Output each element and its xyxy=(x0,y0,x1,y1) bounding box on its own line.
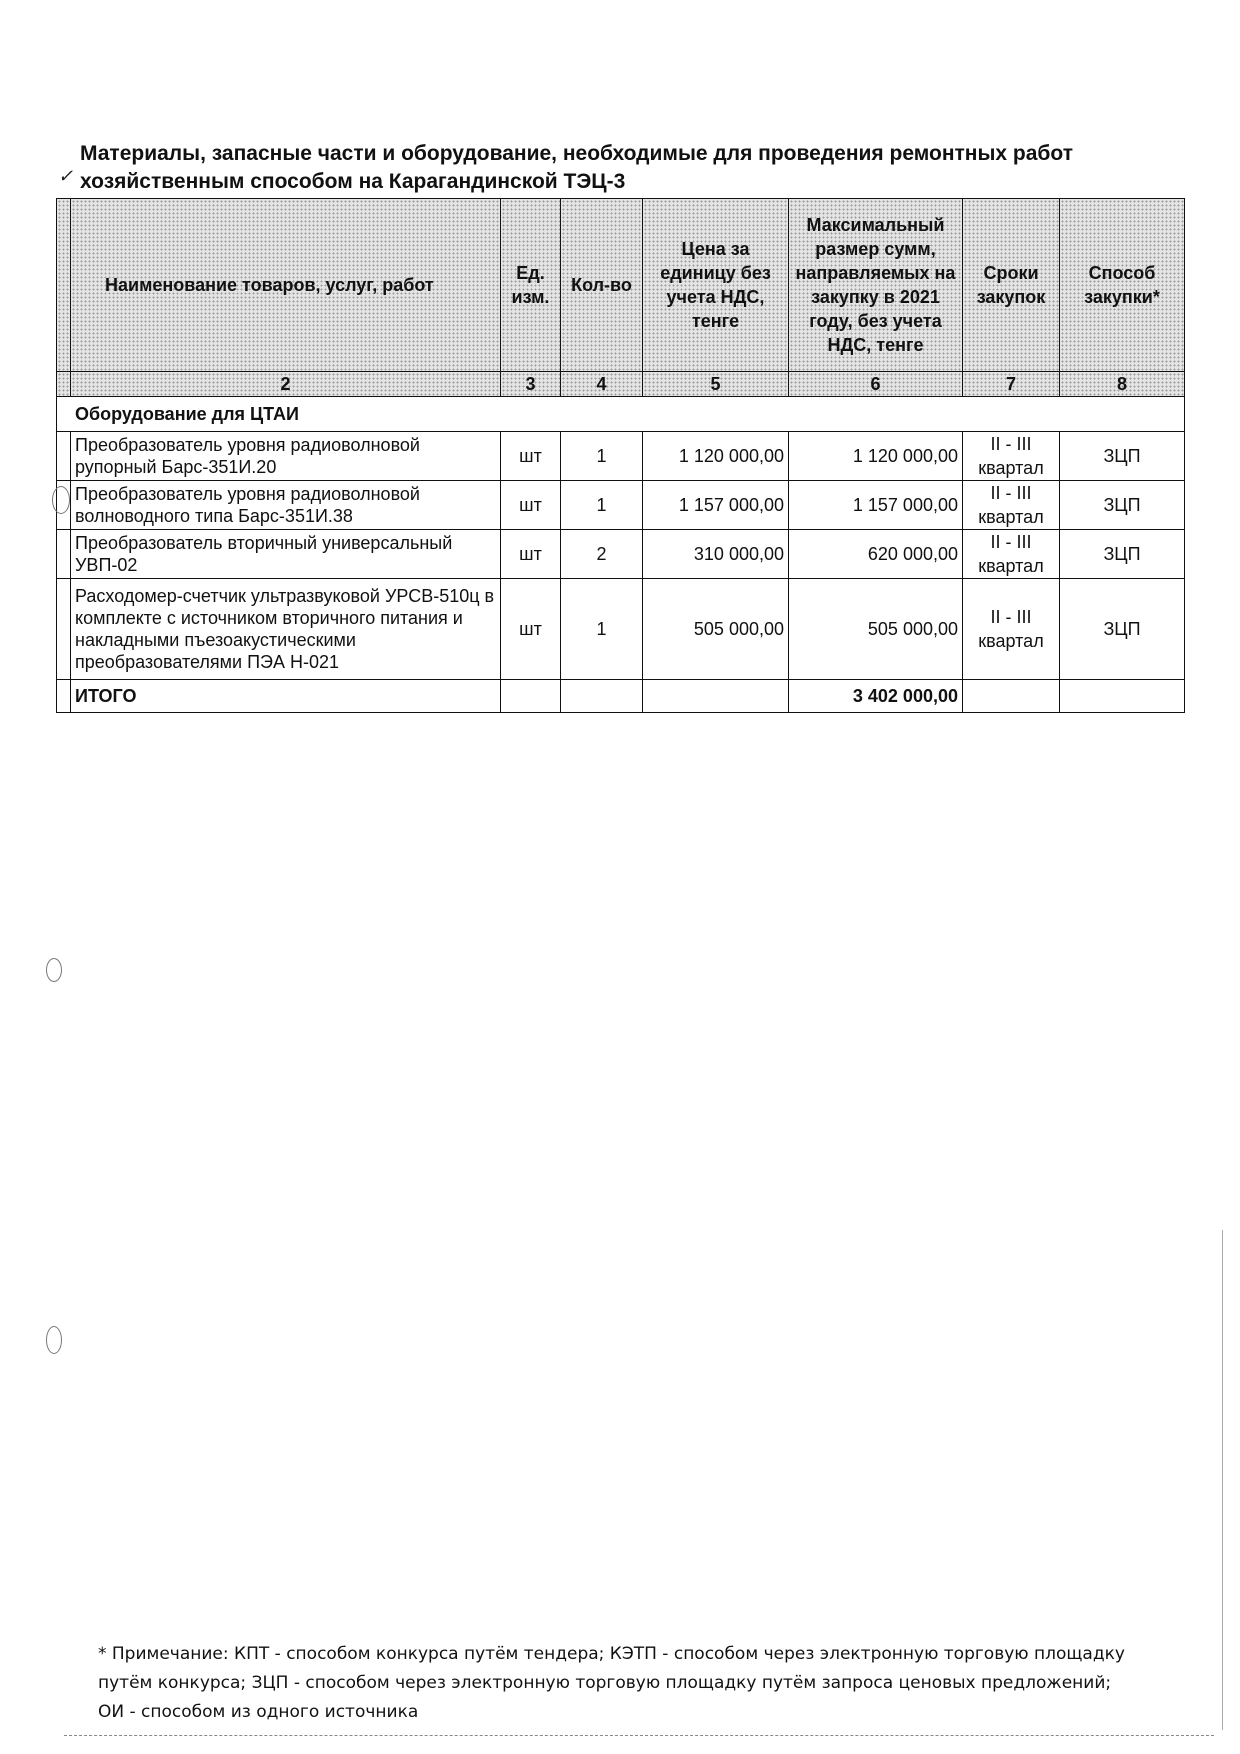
scan-edge-line xyxy=(1222,1230,1223,1730)
item-total: 1 157 000,00 xyxy=(789,481,963,530)
item-method: ЗЦП xyxy=(1060,432,1185,481)
scan-edge-dots xyxy=(64,1735,1214,1736)
col-number: 7 xyxy=(963,372,1060,397)
table-row xyxy=(57,432,1185,481)
empty-cell xyxy=(1060,680,1185,713)
item-price: 1 157 000,00 xyxy=(643,481,789,530)
header-col-0 xyxy=(57,199,71,372)
item-price: 1 120 000,00 xyxy=(643,432,789,481)
total-value: 3 402 000,00 xyxy=(789,680,963,713)
item-qty: 1 xyxy=(561,481,643,530)
item-term: II - III квартал xyxy=(963,579,1060,680)
item-name: Преобразователь вторичный универсальный УВП-02 xyxy=(71,530,501,579)
item-total: 1 120 000,00 xyxy=(789,432,963,481)
header-name: Наименование товаров, услуг, работ xyxy=(71,199,501,372)
empty-cell xyxy=(501,680,561,713)
item-method: ЗЦП xyxy=(1060,481,1185,530)
item-total: 505 000,00 xyxy=(789,579,963,680)
item-term: II - III квартал xyxy=(963,481,1060,530)
item-price: 505 000,00 xyxy=(643,579,789,680)
item-qty: 2 xyxy=(561,530,643,579)
col-number: 4 xyxy=(561,372,643,397)
empty-cell xyxy=(561,680,643,713)
item-term: II - III квартал xyxy=(963,432,1060,481)
empty-cell xyxy=(643,680,789,713)
total-label: ИТОГО xyxy=(71,680,501,713)
item-name: Расходомер-счетчик ультразвуковой УРСВ-510ц в комплекте с источником вторичного питания и накладными пъезоакустическими преобразователями ПЭА Н-021 xyxy=(71,579,501,680)
item-unit: шт xyxy=(501,481,561,530)
item-name: Преобразователь уровня радиоволновой рупорный Барс-351И.20 xyxy=(71,432,501,481)
section-row xyxy=(57,397,1185,432)
table-row xyxy=(57,481,1185,530)
col-number: 3 xyxy=(501,372,561,397)
check-mark-icon: ✓ xyxy=(58,166,74,186)
table-row xyxy=(57,530,1185,579)
table-header-row xyxy=(57,199,1185,372)
item-price: 310 000,00 xyxy=(643,530,789,579)
footnote: * Примечание: КПТ - способом конкурса путём тендера; КЭТП - способом через электронную торговую площадку путём конкурса; ЗЦП - способом через электронную торговую площадку путём запроса ценовых предложений; ОИ - способом из одного источника xyxy=(98,1644,1125,1722)
item-unit: шт xyxy=(501,530,561,579)
col-number: 5 xyxy=(643,372,789,397)
column-number-row xyxy=(57,372,1185,397)
col-number: 2 xyxy=(71,372,501,397)
item-method: ЗЦП xyxy=(1060,579,1185,680)
header-max-sum: Максимальный размер сумм, направляемых на закупку в 2021 году, без учета НДС, тенге xyxy=(789,199,963,372)
item-name: Преобразователь уровня радиоволновой волноводного типа Барс-351И.38 xyxy=(71,481,501,530)
row-spacer xyxy=(57,680,71,713)
punch-hole-mark xyxy=(46,1326,62,1354)
header-qty: Кол-во xyxy=(561,199,643,372)
punch-hole-mark xyxy=(52,486,70,514)
item-total: 620 000,00 xyxy=(789,530,963,579)
item-qty: 1 xyxy=(561,432,643,481)
header-price: Цена за единицу без учета НДС, тенге xyxy=(643,199,789,372)
item-unit: шт xyxy=(501,432,561,481)
item-unit: шт xyxy=(501,579,561,680)
header-method: Способ закупки* xyxy=(1060,199,1185,372)
row-spacer xyxy=(57,530,71,579)
item-method: ЗЦП xyxy=(1060,530,1185,579)
item-term: II - III квартал xyxy=(963,530,1060,579)
col-number: 6 xyxy=(789,372,963,397)
header-terms: Сроки закупок xyxy=(963,199,1060,372)
total-row xyxy=(57,680,1185,713)
document-title: Материалы, запасные части и оборудование, необходимые для проведения ремонтных работ хозяйственным способом на Карагандинской ТЭЦ-3 xyxy=(80,142,1073,193)
header-unit: Ед. изм. xyxy=(501,199,561,372)
punch-hole-mark xyxy=(46,958,62,982)
empty-cell xyxy=(963,680,1060,713)
col-number xyxy=(57,372,71,397)
row-spacer xyxy=(57,579,71,680)
item-qty: 1 xyxy=(561,579,643,680)
table-row xyxy=(57,579,1185,680)
section-title: Оборудование для ЦТАИ xyxy=(57,397,1185,432)
row-spacer xyxy=(57,432,71,481)
col-number: 8 xyxy=(1060,372,1185,397)
procurement-table xyxy=(56,198,1185,713)
